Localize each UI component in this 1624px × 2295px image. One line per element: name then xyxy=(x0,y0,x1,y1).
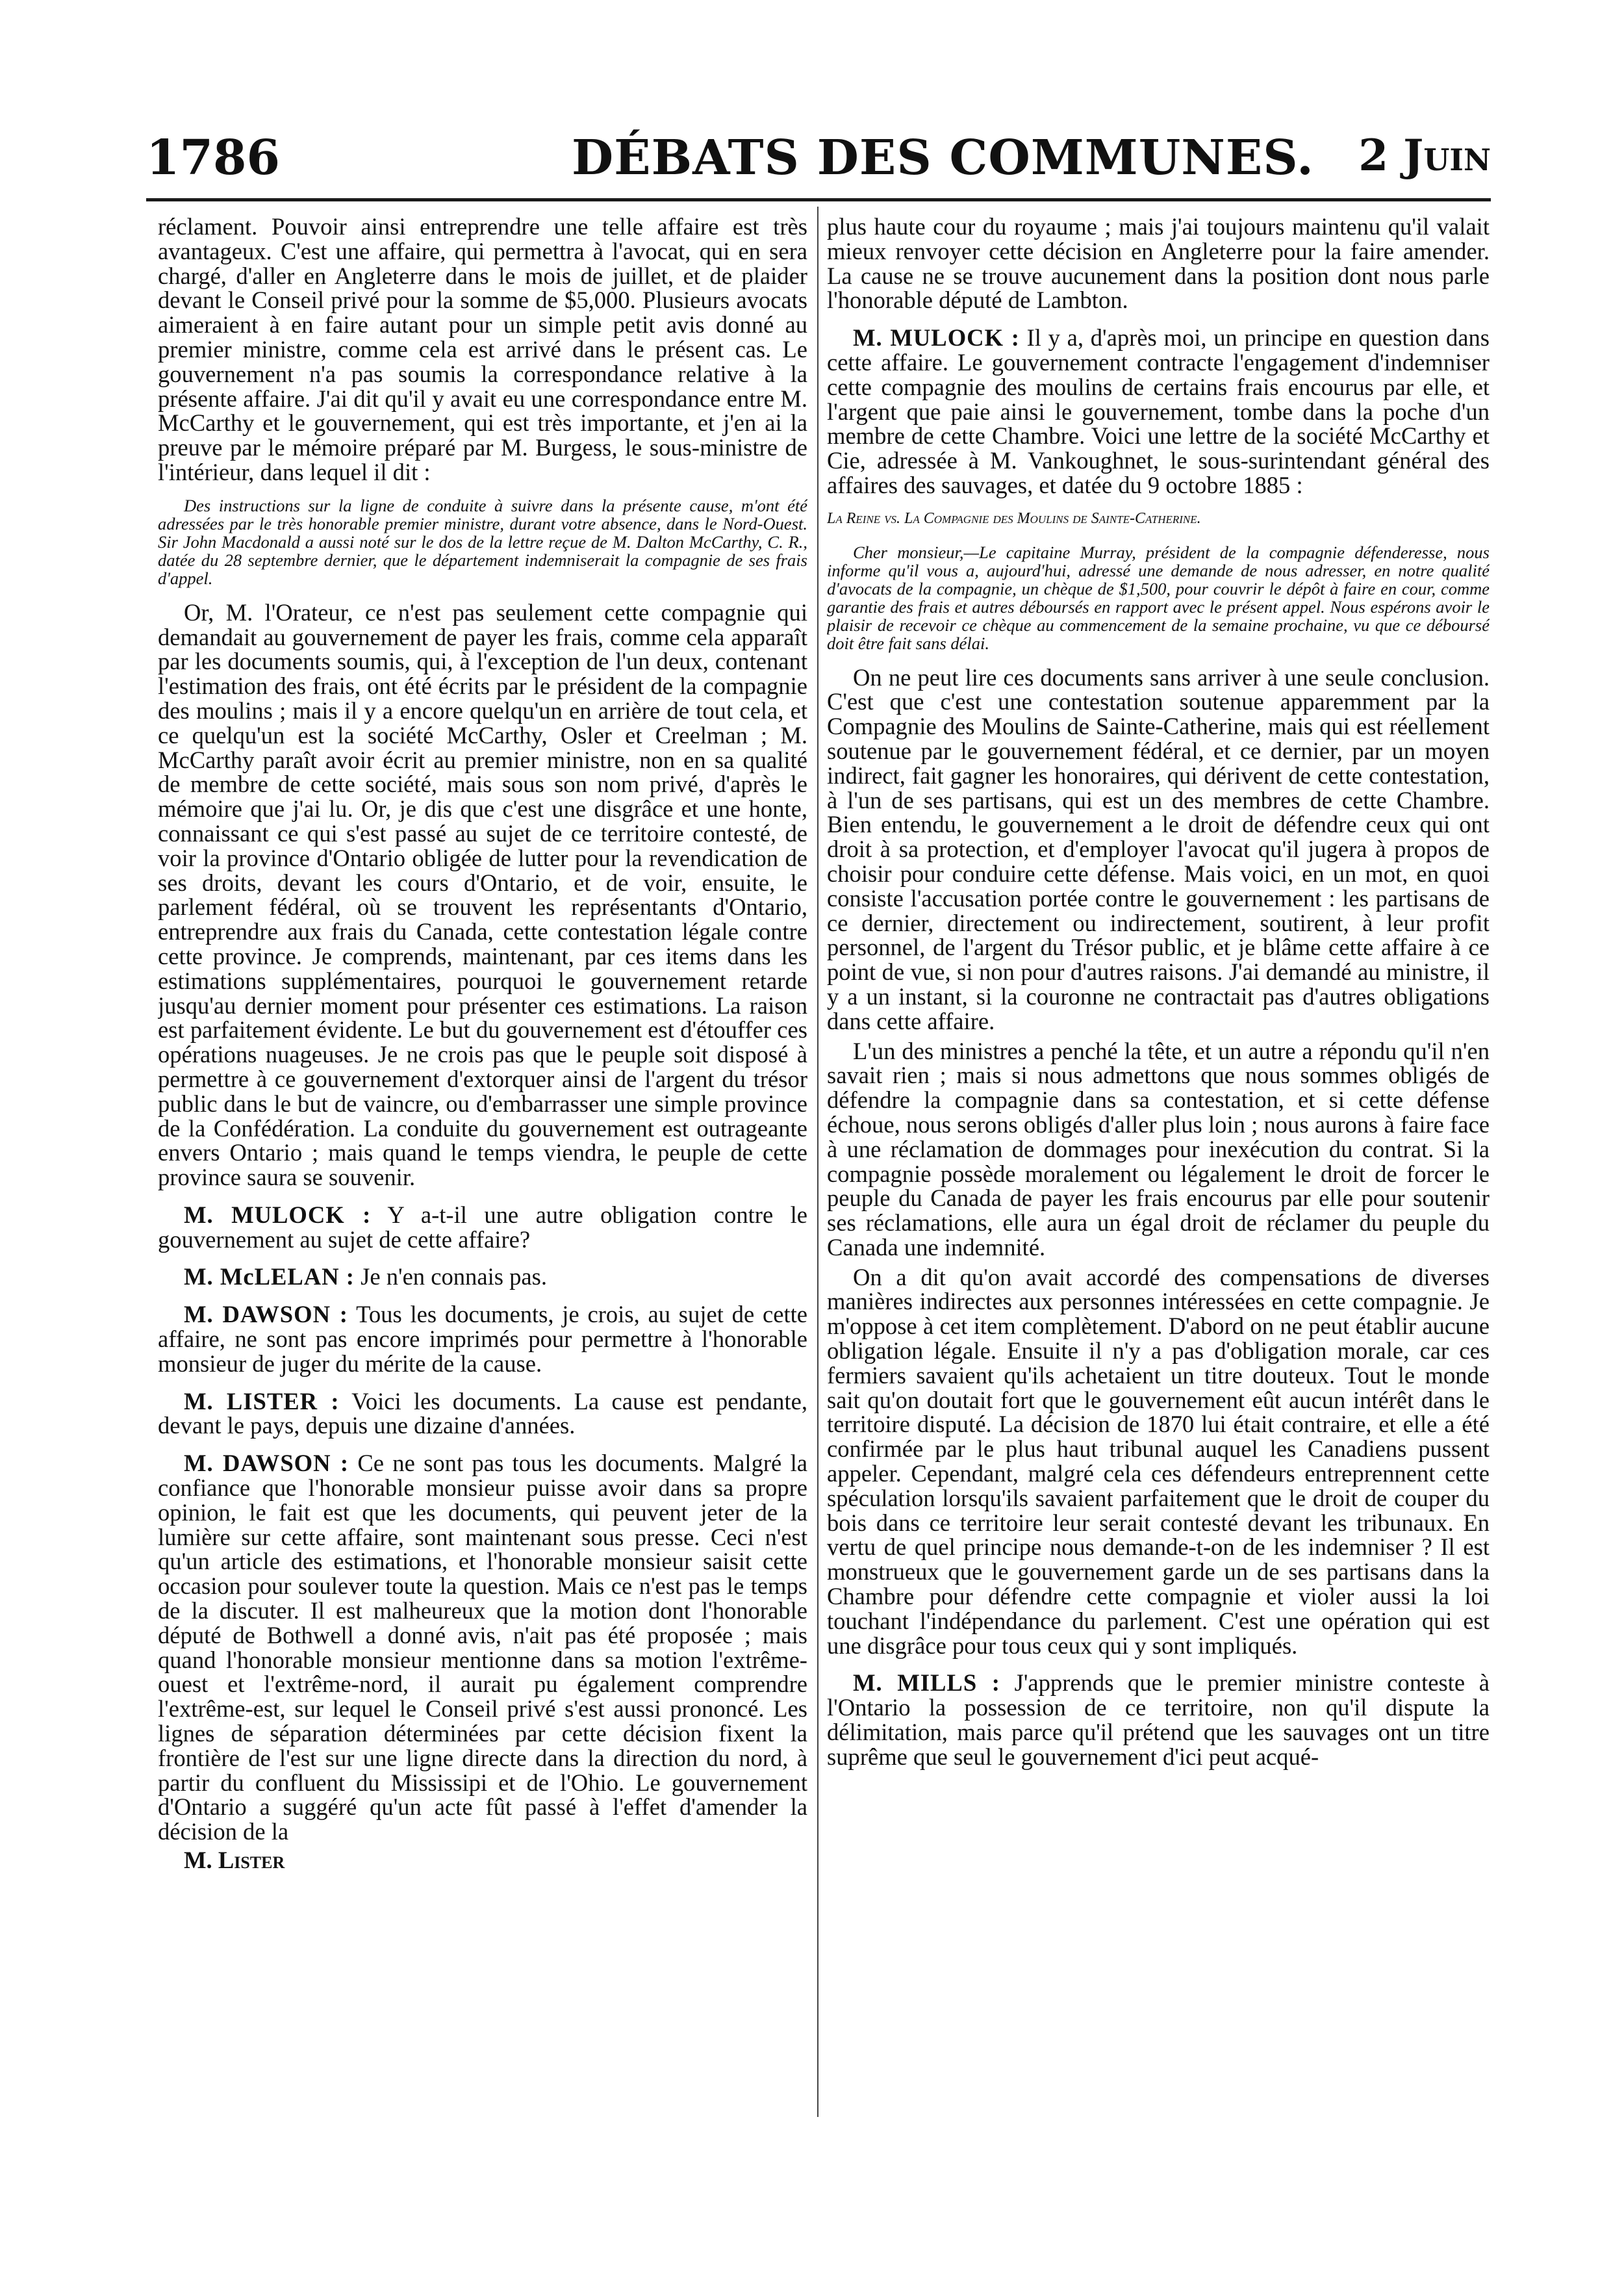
speaker-name: M. MULOCK : xyxy=(853,324,1020,352)
speech-mulock xyxy=(827,326,1490,498)
paragraph: On ne peut lire ces documents sans arriver à une seule conclusion. C'est que c'est une contestation soutenue apparemment par la Compagnie des Moulins de Sainte-Catherine, mais qui est réellement soutenue par le gouvernement fédéral, et ce dernier, par un moyen indirect, fait gagner les honoraires, qui dérivent de cette contestation, à l'un de ses partisans, qui est un des membres de cette Chambre. Bien entendu, le gouvernement a le droit de défendre ceux qui ont droit à sa protection, et d'employer l'avocat qu'il jugera à propos de choisir pour conduire cette défense. Mais voici, en un mot, en quoi consiste l'accusation portée contre le gouvernement : les partisans de ce dernier, directement ou indirectement, soutirent, à leur profit personnel, de l'argent du Trésor public, et je blâme cette affaire à ce point de vue, si non pour d'autres raisons. J'ai demandé au ministre, il y a un instant, si la couronne ne contractait pas d'autres obligations dans cette affaire. xyxy=(827,663,1490,1034)
header-rule xyxy=(146,198,1491,201)
speaker-name: M. McLELAN : xyxy=(184,1263,355,1290)
speech-lister xyxy=(158,1389,807,1439)
speech-text: Ce ne sont pas tous les documents. Malgré la confiance que l'honorable monsieur puisse avoir dans sa propre opinion, le fait est que les documents, qui peuvent jeter de la lumière sur cette affaire, sont maintenant sous presse. Ceci n'est qu'un article des estimations, et l'honorable monsieur saisit cette occasion pour soulever toute la question. Mais ce n'est pas le temps de la discuter. Il est malheureux que la motion dont l'honorable député de Bothwell a donné avis, n'ait pas été proposée ; mais quand l'honorable monsieur mentionne dans sa motion l'extrême-ouest et l'extrême-nord, il aurait pu également comprendre l'extrême-est, sur lequel le Conseil privé s'est aussi prononcé. Les lignes de séparation déterminées par cette décision fixent la frontière de l'est sur une ligne directe dans la direction du nord, à partir du confluent du Mississipi et de l'Ohio. Le gouvernement d'Ontario a suggéré qu'un acte fût passé à l'effet d'amender la décision de la xyxy=(158,1450,807,1845)
quoted-memo: Des instructions sur la ligne de conduite à suivre dans la présente cause, m'ont été adressées par le très honorable premier ministre, durant votre absence, dans le Nord-Ouest. Sir John Macdonald a aussi noté sur le dos de la lettre reçue de M. Dalton McCarthy, C. R., datée du 28 septembre dernier, que le département indemniserait la compagnie de ses frais d'appel. xyxy=(158,495,807,588)
speech-text: Y a-t-il une autre obligation contre le gouvernement au sujet de cette affaire? xyxy=(158,1201,807,1253)
paragraph: On a dit qu'on avait accordé des compensations de diverses manières indirectes aux personnes intéressées en cette compagnie. Je m'oppose à cet item complètement. D'abord on ne peut établir aucune obligation légale. Ensuite il n'y a pas d'obligation morale, car ces fermiers savaient qu'ils achetaient un titre douteux. Tout le monde sait qu'on doutait fort que le gouvernement eût aucun intérêt dans le territoire disputé. La décision de 1870 lui était contraire, et elle a été confirmée par le plus haut tribunal auquel les Canadiens pussent appeler. Cependant, malgré cela ces défendeurs entreprennent cette spéculation lorsqu'ils savaient parfaitement que le droit de couper du bois dans ce territoire leur serait contesté devant les tribunaux. En vertu de quel principe nous demande-t-on de les indemniser ? Il est monstrueux que le gouvernement garde un de ses partisans dans la Chambre pour défendre cette compagnie et violer aussi la loi touchant l'indépendance du parlement. C'est une opération qui est une disgrâce pour tous ceux qui y sont impliqués. xyxy=(827,1263,1490,1659)
left-column xyxy=(158,214,807,2281)
speaker-name: M. LISTER : xyxy=(184,1387,340,1415)
next-speaker-catchword: M. Lister xyxy=(184,1847,285,1874)
speech-mills xyxy=(827,1671,1490,1769)
speaker-name: M. MULOCK : xyxy=(184,1201,372,1228)
case-title: La Reine vs. La Compagnie des Moulins de Sainte-Catherine. xyxy=(827,509,1201,527)
page-date: 2 Juin xyxy=(1358,130,1491,181)
paragraph: plus haute cour du royaume ; mais j'ai toujours maintenu qu'il valait mieux renvoyer cette décision en Angleterre pour la faire amender. La cause ne se trouve aucunement dans la position dont nous parle l'honorable député de Lambton. xyxy=(827,214,1490,314)
speech-text: Voici les documents. La cause est pendante, devant le pays, depuis une dizaine d'années. xyxy=(158,1387,807,1439)
quoted-letter: Cher monsieur,—Le capitaine Murray, président de la compagnie défenderesse, nous informe qu'il vous a, aujourd'hui, adressé une demande de nous adresser, en notre qualité d'avocats de la compagnie, un chèque de $1,500, pour couvrir le dépôt à faire en cour, comme garantie des frais et autres déboursés en rapport avec le présent appel. Nous espérons avoir le plaisir de recevoir ce chèque au commencement de la semaine prochaine, vu que ce déboursé doit être fait sans délai. xyxy=(827,542,1490,653)
speech-mclelan xyxy=(158,1264,807,1289)
speech-text: Tous les documents, je crois, au sujet de cette affaire, ne sont pas encore imprimés pour permettre à l'honorable monsieur de juger du mérite de la cause. xyxy=(158,1301,807,1377)
speech-text: J'apprends que le premier ministre conteste à l'Ontario la possession de ce territoire, non qu'il dispute la délimitation, mais parce qu'il prétend que les sauvages ont un titre suprême que seul le gouvernement d'ici peut acqué- xyxy=(827,1669,1490,1770)
page-number: 1786 xyxy=(146,130,280,186)
speech-dawson xyxy=(158,1451,807,1844)
speaker-name: M. DAWSON : xyxy=(184,1450,349,1477)
paragraph: Or, M. l'Orateur, ce n'est pas seulement cette compagnie qui demandait au gouvernement de payer les frais, comme cela apparaît par les documents soumis, qui, à l'exception de l'un deux, contenant l'estimation des frais, ont été écrits par le président de la compagnie des moulins ; mais il y a encore quelqu'un en arrière de tout cela, et ce quelqu'un est la société McCarthy, Osler et Creelman ; M. McCarthy paraît avoir écrit au premier ministre, non en sa qualité de membre de cette société, mais sous son nom privé, d'après le mémoire que j'ai lu. Or, je dis que c'est une disgrâce et une honte, connaissant ce qui s'est passé au sujet de ce territoire contesté, de voir la province d'Ontario obligée de lutter pour la revendication de ses droits, devant les cours d'Ontario, et de voir, ensuite, le parlement fédéral, où se trouvent les représentants d'Ontario, entreprendre aux frais du Canada, cette contestation légale contre cette province. Je comprends, maintenant, par ces items dans les estimations supplémentaires, pourquoi le gouvernement retarde jusqu'au dernier moment pour présenter ces estimations. La raison est parfaitement évidente. Le but du gouvernement est d'étouffer ces opérations nuageuses. Je ne crois pas que le peuple soit disposé à permettre à ce gouvernement d'extorquer ainsi de l'argent du trésor public dans le but de vaincre, ou d'embarrasser une simple province de la Confédération. La conduite du gouvernement est outrageante envers Ontario ; mais quand le temps viendra, le peuple de cette province saura se souvenir. xyxy=(158,598,807,1191)
speaker-name: M. MILLS : xyxy=(853,1669,1000,1697)
right-column xyxy=(827,214,1490,2138)
speech-dawson xyxy=(158,1302,807,1376)
speech-text: Il y a, d'après moi, un principe en question dans cette affaire. Le gouvernement contracte l'engagement d'indemniser cette compagnie des moulins de certains frais encourus par elle, et l'argent que paie ainsi le gouvernement, tombe dans la poche d'un membre de cette Chambre. Voici une lettre de la société McCarthy et Cie, adressée à M. Vankoughnet, le sous-surintendant général des affaires des sauvages, et datée du 9 octobre 1885 : xyxy=(827,324,1490,498)
paragraph: réclament. Pouvoir ainsi entreprendre une telle affaire est très avantageux. C'est une affaire, qui permettra à l'avocat, qui en sera chargé, d'aller en Angleterre dans le mois de juillet, et de plaider devant le Conseil privé pour la somme de $5,000. Plusieurs avocats aimeraient à en faire autant pour un simple petit avis donné au premier ministre, comme cela est arrivé dans le présent cas. Le gouvernement n'a pas soumis la correspondance relative à la présente affaire. J'ai dit qu'il y avait eu une correspondance entre M. McCarthy et le gouvernement, qui est très importante, et j'en ai la preuve par le mémoire préparé par M. Burgess, le sous-ministre de l'intérieur, dans lequel il dit : xyxy=(158,214,807,485)
speech-mulock xyxy=(158,1203,807,1252)
page-title: DÉBATS DES COMMUNES. xyxy=(572,130,1314,186)
speaker-name: M. DAWSON : xyxy=(184,1301,348,1328)
paragraph: L'un des ministres a penché la tête, et un autre a répondu qu'il n'en savait rien ; mais si nous admettons que nous sommes obligés de défendre la compagnie dans sa contestation, et si cette défense échoue, nous serons obligés d'aller plus loin ; nous aurons à faire face à une réclamation de dommages pour inexécution du contrat. Si la compagnie possède moralement ou légalement le droit de forcer le peuple du Canada de payer les frais encourus par elle pour soutenir ses réclamations, elle aura un égal droit de réclamer du peuple du Canada une indemnité. xyxy=(827,1037,1490,1261)
column-separator xyxy=(817,207,818,2117)
speech-text: Je n'en connais pas. xyxy=(361,1263,548,1290)
